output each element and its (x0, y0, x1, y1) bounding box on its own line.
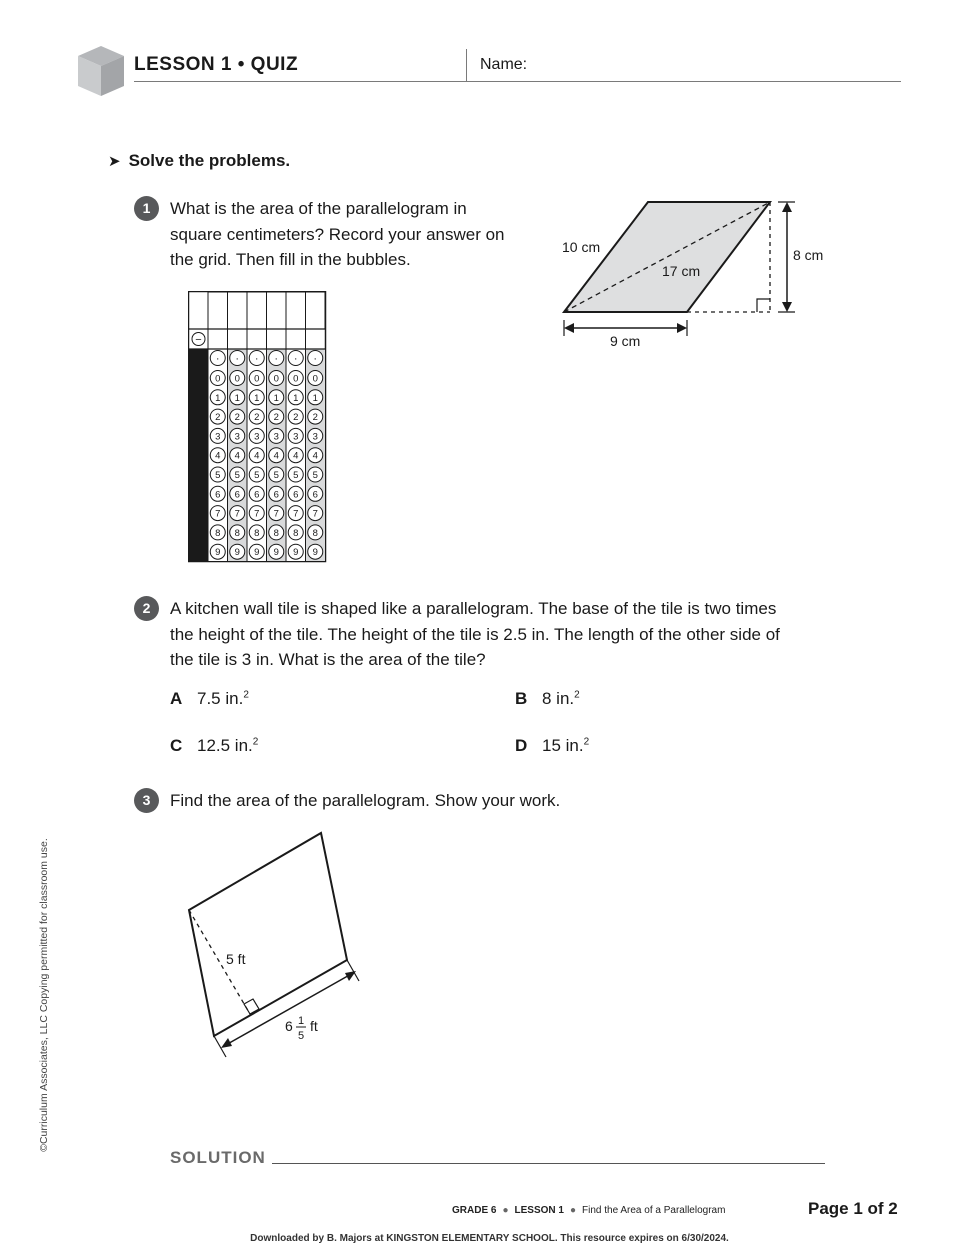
digit-label: 2 (254, 412, 260, 424)
instructions (108, 151, 290, 171)
choice-d[interactable] (515, 736, 589, 756)
question-3-number: 3 (134, 788, 159, 813)
digit-label: 9 (215, 547, 221, 559)
q3-parallelogram (189, 833, 347, 1036)
choice-exponent: 2 (243, 689, 249, 701)
answer-box[interactable] (228, 292, 248, 329)
footer-lesson: LESSON 1 (514, 1205, 564, 1216)
q3-base-unit: ft (310, 1018, 318, 1034)
choice-c[interactable] (170, 736, 258, 756)
digit-label: 8 (293, 527, 299, 539)
digit-label: 3 (293, 431, 299, 443)
digit-label: 7 (273, 508, 279, 520)
digit-label: 3 (273, 431, 279, 443)
choice-value: 15 in. (542, 736, 584, 755)
digit-label: 2 (312, 412, 318, 424)
digit-label: 4 (254, 450, 260, 462)
digit-label: 6 (234, 489, 240, 501)
digit-label: 1 (254, 392, 260, 404)
question-1-text (170, 196, 505, 273)
question-2-line: the height of the tile. The height of the tile is 2.5 in. The length of the other side of (170, 624, 780, 644)
arrow-icon: ➤ (108, 153, 121, 170)
q1-parallelogram-figure (550, 190, 840, 360)
header-divider (466, 49, 467, 81)
decimal-point: · (313, 353, 318, 365)
q3-base-whole: 6 (285, 1018, 293, 1034)
digit-label: 7 (234, 508, 240, 520)
footer-info (452, 1205, 725, 1216)
digit-label: 4 (273, 450, 279, 462)
digit-label: 9 (293, 547, 299, 559)
question-1-line: What is the area of the parallelogram in (170, 199, 467, 218)
digit-label: 6 (273, 489, 279, 501)
bullet-icon: ● (502, 1205, 509, 1216)
choice-exponent: 2 (252, 736, 259, 748)
q3-parallelogram-figure (180, 825, 380, 1070)
digit-label: 8 (215, 527, 221, 539)
choice-value: 8 in. (542, 689, 575, 708)
digit-label: 5 (273, 470, 279, 481)
decimal-point: · (235, 353, 240, 365)
digit-label: 0 (254, 373, 260, 385)
answer-box[interactable] (208, 292, 228, 329)
digit-label: 3 (215, 431, 221, 443)
digit-label: 6 (293, 489, 299, 501)
q1-right-angle (757, 299, 770, 312)
solution-label: SOLUTION (170, 1148, 266, 1167)
page-number: Page 1 of 2 (808, 1199, 898, 1218)
digit-label: 1 (234, 392, 240, 404)
digit-label: 2 (273, 412, 279, 424)
digit-label: 8 (273, 527, 279, 539)
digit-label: 3 (234, 431, 240, 443)
digit-label: 4 (234, 450, 240, 462)
digit-label: 0 (293, 373, 299, 385)
digit-label: 1 (273, 392, 279, 404)
digit-label: 9 (234, 547, 240, 559)
digit-label: 0 (215, 373, 221, 385)
digit-label: 3 (254, 431, 260, 443)
digit-label: 6 (254, 489, 260, 501)
choice-letter: C (170, 736, 183, 755)
digit-label: 4 (215, 450, 221, 462)
choice-exponent: 2 (574, 689, 580, 701)
digit-label: 0 (273, 373, 279, 385)
question-3-text (170, 788, 560, 814)
answer-box[interactable] (247, 292, 267, 329)
digit-label: 8 (254, 527, 260, 539)
q1-base-label: 9 cm (610, 333, 641, 349)
choice-value: 7.5 in. (197, 689, 244, 708)
digit-label: 4 (312, 450, 318, 462)
decimal-point: · (254, 353, 259, 365)
q1-diagonal-label: 17 cm (662, 263, 701, 279)
digit-label: 8 (312, 527, 318, 539)
digit-label: 7 (293, 508, 299, 520)
digit-label: 9 (254, 547, 260, 559)
choice-letter: A (170, 689, 183, 708)
choice-letter: D (515, 736, 528, 755)
q1-height-label: 8 cm (793, 247, 824, 263)
minus-sign: − (195, 334, 202, 346)
digit-label: 5 (312, 470, 318, 481)
question-1-line: the grid. Then fill in the bubbles. (170, 250, 411, 269)
lesson-title: LESSON 1 • QUIZ (134, 54, 299, 75)
question-2-number: 2 (134, 596, 159, 621)
digit-label: 5 (293, 470, 299, 481)
name-label: Name: (480, 56, 528, 73)
digit-label: 5 (234, 470, 240, 481)
digit-label: 0 (234, 373, 240, 385)
choice-exponent: 2 (583, 736, 590, 748)
choice-letter: B (515, 689, 528, 708)
digit-label: 8 (234, 527, 240, 539)
question-1-line: square centimeters? Record your answer on (170, 224, 505, 244)
question-2-text (170, 596, 780, 673)
decimal-point: · (215, 353, 220, 365)
digit-label: 3 (312, 431, 318, 443)
choice-value: 12.5 in. (197, 736, 253, 755)
q3-base-denominator: 5 (297, 1030, 305, 1042)
digit-label: 1 (215, 392, 221, 404)
digit-label: 2 (234, 412, 240, 424)
digit-label: 7 (215, 508, 221, 520)
digit-label: 1 (312, 392, 318, 404)
choice-a[interactable] (170, 689, 249, 709)
footer-topic: Find the Area of a Parallelogram (582, 1205, 726, 1216)
download-notice: Downloaded by B. Majors at KINGSTON ELEMENTARY SCHOOL. This resource expires on 6/30/2024. (250, 1233, 729, 1244)
lesson-cube-icon (76, 44, 126, 98)
bullet-icon: ● (569, 1205, 577, 1216)
digit-label: 1 (293, 392, 299, 404)
q1-side-label: 10 cm (562, 239, 601, 255)
answer-grid[interactable] (188, 291, 327, 563)
digit-label: 6 (312, 489, 318, 501)
question-1-number: 1 (134, 196, 159, 221)
choice-b[interactable] (515, 689, 580, 709)
digit-label: 5 (215, 470, 221, 481)
instructions-text: Solve the problems. (128, 151, 291, 170)
digit-label: 9 (273, 547, 279, 559)
q3-base-numerator: 1 (297, 1015, 305, 1027)
answer-box[interactable] (267, 292, 287, 329)
digit-label: 4 (293, 450, 299, 462)
digit-label: 7 (312, 508, 318, 520)
decimal-point: · (274, 353, 279, 365)
digit-label: 7 (254, 508, 260, 520)
digit-label: 2 (293, 412, 299, 424)
digit-label: 2 (215, 412, 221, 424)
copyright-notice: ©Curriculum Associates, LLC Copying permitted for classroom use. (38, 838, 50, 1152)
digit-label: 0 (312, 373, 318, 385)
question-2-line: the tile is 3 in. What is the area of the tile? (170, 650, 486, 669)
question-2-line: A kitchen wall tile is shaped like a parallelogram. The base of the tile is two times (170, 599, 777, 618)
question-3-line: Find the area of the parallelogram. Show your work. (170, 791, 561, 810)
decimal-point: · (293, 353, 298, 365)
solution-line[interactable] (272, 1163, 825, 1164)
name-line (134, 81, 901, 82)
digit-label: 5 (254, 470, 260, 481)
footer-grade: GRADE 6 (452, 1205, 497, 1216)
answer-box[interactable] (306, 292, 326, 329)
answer-box[interactable] (286, 292, 306, 329)
answer-grid-sign-column (189, 349, 208, 561)
digit-label: 9 (312, 547, 318, 559)
digit-label: 6 (215, 489, 221, 501)
q3-height-label: 5 ft (226, 951, 246, 967)
